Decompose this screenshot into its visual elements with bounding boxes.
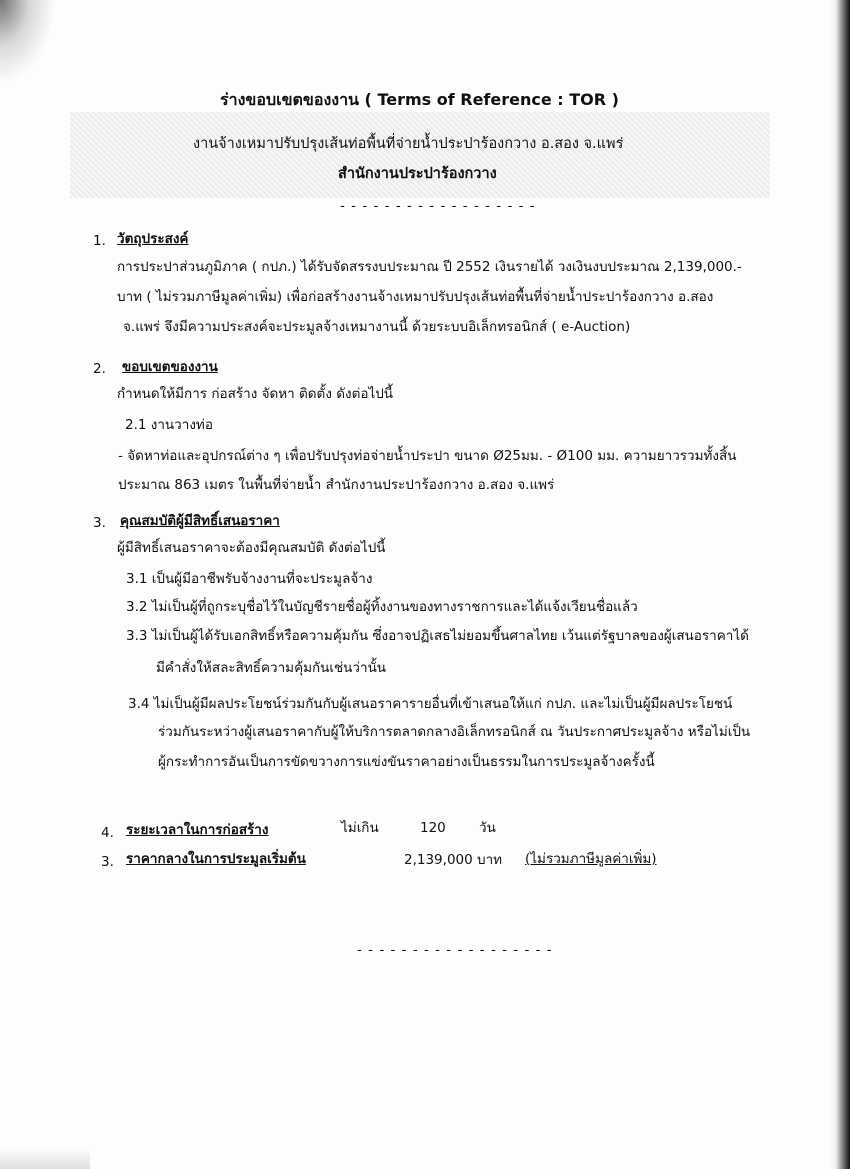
header-band xyxy=(70,112,770,198)
section-2-detail: ประมาณ 863 เมตร ในพื้นที่จ่ายน้ำ สำนักงานประปาร้องกวาง อ.สอง จ.แพร่ xyxy=(118,477,555,493)
section-2-intro: กำหนดให้มีการ ก่อสร้าง จัดหา ติดตั้ง ดังต่อไปนี้ xyxy=(117,386,394,402)
section-2-item: 2.1 งานวางท่อ xyxy=(125,417,213,433)
section-3-item-cont: ผู้กระทำการอันเป็นการขัดขวางการแข่งขันราคาอย่างเป็นธรรมในการประมูลจ้างครั้งนี้ xyxy=(158,754,655,770)
scan-bottom-shadow xyxy=(0,1149,90,1169)
section-5-number: 3. xyxy=(101,854,114,870)
section-3-item-cont: ร่วมกันระหว่างผู้เสนอราคากับผู้ให้บริการตลาดกลางอิเล็กทรอนิกส์ ณ วันประกาศประมูลจ้าง หรือไม่เป็น xyxy=(158,724,751,740)
section-1-heading: วัตถุประสงค์ xyxy=(117,231,189,247)
section-1-line: บาท ( ไม่รวมภาษีมูลค่าเพิ่ม) เพื่อก่อสร้างงานจ้างเหมาปรับปรุงเส้นท่อพื้นที่จ่ายน้ำประปาร้องกวาง อ.สอง xyxy=(117,289,714,305)
section-2-number: 2. xyxy=(93,361,106,377)
project-title: งานจ้างเหมาปรับปรุงเส้นท่อพื้นที่จ่ายน้ำประปาร้องกวาง อ.สอง จ.แพร่ xyxy=(193,136,624,152)
section-2-detail: - จัดหาท่อและอุปกรณ์ต่าง ๆ เพื่อปรับปรุงท่อจ่ายน้ำประปา ขนาด Ø25มม. - Ø100 มม. ความยาวรวมทั้งสิ้น xyxy=(118,448,737,464)
section-1-line: การประปาส่วนภูมิภาค ( กปภ.) ได้รับจัดสรรงบประมาณ ปี 2552 เงินรายได้ วงเงินงบประมาณ 2,139,000.- xyxy=(117,259,742,275)
median-price-value: 2,139,000 บาท xyxy=(404,852,503,868)
section-3-number: 3. xyxy=(93,515,106,531)
duration-unit: วัน xyxy=(479,820,496,836)
footer-divider: - - - - - - - - - - - - - - - - - - xyxy=(357,942,553,958)
section-3-intro: ผู้มีสิทธิ์เสนอราคาจะต้องมีคุณสมบัติ ดังต่อไปนี้ xyxy=(117,540,386,556)
duration-value: 120 xyxy=(420,820,446,836)
section-3-item: 3.2 ไม่เป็นผู้ที่ถูกระบุชื่อไว้ในบัญชีรายชื่อผู้ทิ้งงานของทางราชการและได้แจ้งเวียนชื่อแล้ว xyxy=(126,599,638,615)
section-3-item: 3.1 เป็นผู้มีอาชีพรับจ้างงานที่จะประมูลจ้าง xyxy=(126,571,373,587)
section-3-item-cont: มีคำสั่งให้สละสิทธิ์ความคุ้มกันเช่นว่านั้น xyxy=(156,660,387,676)
section-3-item: 3.3 ไม่เป็นผู้ได้รับเอกสิทธิ์หรือความคุ้มกัน ซึ่งอาจปฏิเสธไม่ยอมขึ้นศาลไทย เว้นแต่รัฐบาลของผู้เสนอราคาได้ xyxy=(126,628,749,644)
section-3-item: 3.4 ไม่เป็นผู้มีผลประโยชน์ร่วมกันกับผู้เสนอราคารายอื่นที่เข้าเสนอให้แก่ กปภ. และไม่เป็นผู้มีผลประโยชน์ xyxy=(128,696,733,712)
section-2-heading: ขอบเขตของงาน xyxy=(122,359,218,375)
section-1-line: จ.แพร่ จึงมีความประสงค์จะประมูลจ้างเหมางานนี้ ด้วยระบบอิเล็กทรอนิกส์ ( e-Auction) xyxy=(123,319,631,335)
section-4-number: 4. xyxy=(101,825,114,841)
section-3-heading: คุณสมบัติผู้มีสิทธิ์เสนอราคา xyxy=(120,513,280,529)
office-name: สำนักงานประปาร้องกวาง xyxy=(338,166,497,182)
median-price-note: (ไม่รวมภาษีมูลค่าเพิ่ม) xyxy=(525,851,657,867)
scan-corner-shadow xyxy=(0,0,60,90)
section-5-heading: ราคากลางในการประมูลเริ่มต้น xyxy=(126,851,306,867)
section-1-number: 1. xyxy=(93,233,106,249)
document-title: ร่างขอบเขตของงาน ( Terms of Reference : TOR ) xyxy=(220,90,619,109)
header-divider: - - - - - - - - - - - - - - - - - - xyxy=(340,198,536,214)
scan-edge-shadow xyxy=(828,0,850,1169)
section-4-heading: ระยะเวลาในการก่อสร้าง xyxy=(126,822,269,838)
duration-qualifier: ไม่เกิน xyxy=(341,820,379,836)
